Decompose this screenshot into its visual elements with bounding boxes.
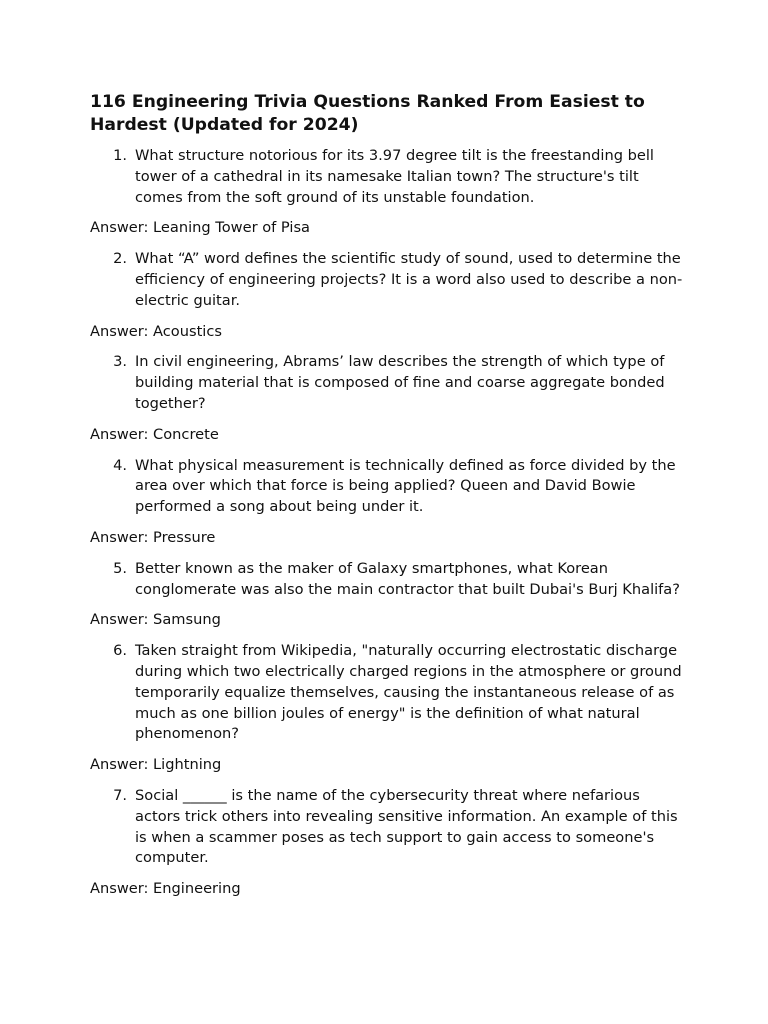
question-number: 6. bbox=[113, 642, 127, 660]
qa-item-2 bbox=[90, 249, 683, 342]
question-text: In civil engineering, Abrams’ law describes the strength of which type of building material that is composed of fine and coarse aggregate bonded together? bbox=[135, 353, 665, 412]
question-3 bbox=[90, 352, 683, 414]
question-4 bbox=[90, 456, 683, 518]
question-5 bbox=[90, 559, 683, 601]
question-text: Better known as the maker of Galaxy smartphones, what Korean conglomerate was also the main contractor that built Dubai's Burj Khalifa? bbox=[135, 559, 680, 598]
question-number: 7. bbox=[113, 786, 127, 804]
question-number: 3. bbox=[113, 353, 127, 371]
question-text: What “A” word defines the scientific study of sound, used to determine the efficiency of engineering projects? It is a word also used to describe a non-electric guitar. bbox=[135, 250, 683, 309]
answer-7: Answer: Engineering bbox=[90, 880, 241, 898]
answer-4: Answer: Pressure bbox=[90, 528, 216, 546]
question-6 bbox=[90, 641, 683, 745]
question-7 bbox=[90, 786, 683, 869]
question-2 bbox=[90, 249, 683, 311]
qa-item-6 bbox=[90, 641, 682, 776]
question-text: What physical measurement is technically defined as force divided by the area over which that force is being applied? Queen and David Bowie performed a song about being under it. bbox=[135, 456, 676, 516]
answer-3: Answer: Concrete bbox=[90, 425, 219, 443]
question-text: Taken straight from Wikipedia, "naturally occurring electrostatic discharge during which two electrically charged regions in the atmosphere or ground temporarily equalize themselves, causing the instantaneous release of as much as one billion joules of energy" is the definition of what natural phenomenon? bbox=[135, 642, 682, 743]
qa-item-1 bbox=[90, 146, 678, 239]
question-1 bbox=[90, 146, 683, 208]
question-number: 1. bbox=[113, 147, 127, 164]
question-text: What structure notorious for its 3.97 degree tilt is the freestanding bell tower of a cathedral in its namesake Italian town? The structure's tilt comes from the soft ground of its unstable foundation. bbox=[135, 147, 654, 206]
answer-2: Answer: Acoustics bbox=[90, 322, 222, 340]
question-number: 4. bbox=[113, 456, 127, 474]
qa-item-5 bbox=[90, 559, 678, 631]
answer-5: Answer: Samsung bbox=[90, 611, 221, 629]
page-title: 116 Engineering Trivia Questions Ranked From Easiest to Hardest (Updated for 2024) bbox=[90, 92, 645, 135]
answer-6: Answer: Lightning bbox=[90, 756, 222, 774]
question-text: Social ______ is the name of the cybersecurity threat where nefarious actors trick others into revealing sensitive information. An example of this is when a scammer poses as tech support to gain access to someone's computer. bbox=[135, 786, 678, 867]
answer-1: Answer: Leaning Tower of Pisa bbox=[90, 219, 311, 237]
qa-item-3 bbox=[90, 352, 678, 445]
question-number: 2. bbox=[113, 250, 127, 268]
question-number: 5. bbox=[113, 559, 127, 577]
qa-item-4 bbox=[90, 456, 678, 549]
qa-item-7 bbox=[90, 786, 678, 900]
